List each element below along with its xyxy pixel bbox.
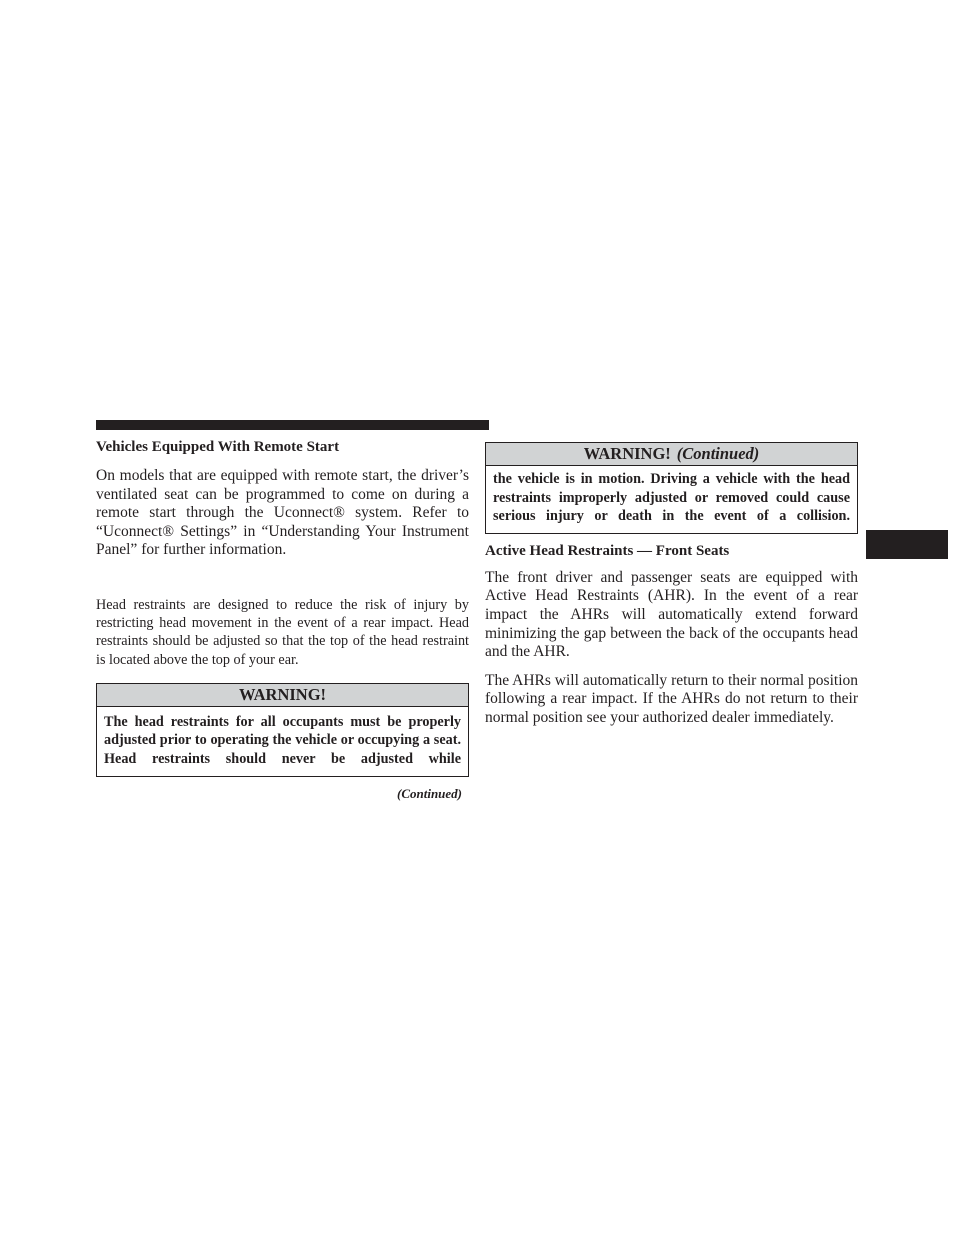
chapter-tab-marker	[866, 530, 948, 559]
warning-box	[96, 683, 469, 777]
warning-continued-title	[486, 443, 857, 466]
continued-label: (Continued)	[396, 785, 462, 801]
warning-continued-body: the vehicle is in motion. Driving a vehicle with the head restraints improperly adjusted or removed could cause serious injury or death in the event of a collision.	[493, 471, 850, 525]
remote-start-paragraph: On models that are equipped with remote start, the driver’s ventilated seat can be programmed to come on during a remote start through the Uconnect® system. Refer to “Uconnect® Settings” in “Understanding Your Instrument Panel” for further information.	[96, 467, 469, 559]
warning-body: The head restraints for all occupants must be properly adjusted prior to operating the vehicle or occupying a seat. Head restraints should never be adjusted while	[104, 713, 461, 767]
remote-start-heading: Vehicles Equipped With Remote Start	[96, 439, 340, 455]
active-head-restraints-heading: Active Head Restraints — Front Seats	[485, 542, 730, 559]
right-column	[485, 442, 858, 728]
ahr-paragraph-1: The front driver and passenger seats are equipped with Active Head Restraints (AHR). In the event of a rear impact the AHRs will automatically extend forward minimizing the gap between the back of the occupants head and the AHR.	[485, 568, 858, 661]
left-column	[96, 437, 469, 802]
section-top-rule	[96, 420, 489, 430]
warning-continued-label: (Continued)	[676, 444, 760, 463]
warning-continued-title-text: WARNING!	[583, 444, 671, 463]
ahr-paragraph-2: The AHRs will automatically return to their normal position following a rear impact. If the AHRs do not return to their normal position see your authorized dealer immediately.	[485, 671, 858, 726]
warning-title: WARNING!	[97, 684, 468, 707]
head-restraints-paragraph: Head restraints are designed to reduce the risk of injury by restricting head movement in the event of a rear impact. Head restraints should be adjusted so that the top of the head restraint is located above the top of your ear.	[96, 596, 469, 668]
warning-continued-box	[485, 442, 858, 534]
